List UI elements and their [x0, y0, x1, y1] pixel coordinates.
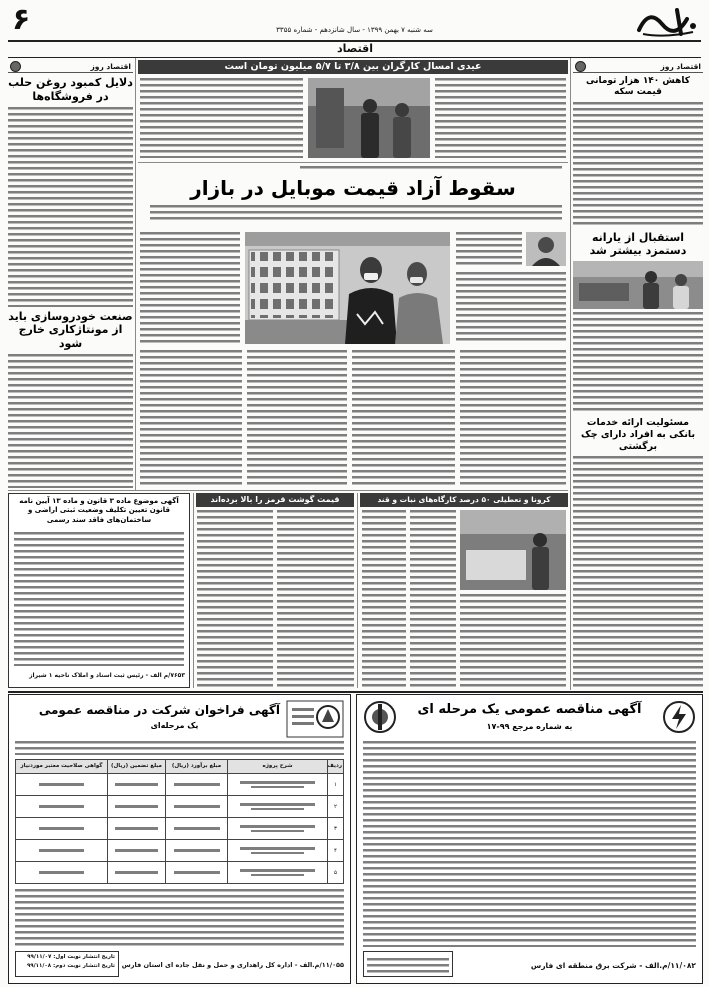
article-body	[277, 510, 354, 688]
row-number: ۵	[328, 862, 344, 884]
table-cell	[108, 796, 166, 818]
table-cell	[16, 818, 108, 840]
right-column	[573, 60, 703, 688]
column-label-text: اقتصاد روز	[90, 61, 131, 71]
table-header: ردیف	[328, 760, 344, 774]
headline-candy-workshops: کرونا و تعطیلی ۵۰ درصد کارگاه‌های نبات و قند	[360, 493, 568, 507]
date-line: سه شنبه ۷ بهمن ۱۳۹۹ - سال شانزدهم - شماره ۳۳۵۵	[276, 26, 433, 34]
article-photo	[308, 78, 430, 158]
table-cell	[228, 796, 328, 818]
table-header: مبلغ تضمین (ریال)	[108, 760, 166, 774]
table-header: مبلغ برآورد (ریال)	[166, 760, 228, 774]
table-cell	[16, 862, 108, 884]
article-photo	[245, 232, 450, 344]
tender-table	[15, 759, 344, 884]
tender-footer: ۱۱/۰۸۲/م.الف - شرکت برق منطقه ای فارس	[530, 961, 696, 970]
article-body	[573, 456, 703, 688]
author-caption	[456, 232, 522, 268]
table-row	[16, 818, 344, 840]
table-cell	[16, 774, 108, 796]
article-photo	[573, 261, 703, 309]
section-logo-icon	[575, 61, 586, 72]
newspaper-logo-icon	[635, 6, 699, 38]
headline-wage-subsidy: استقبال از یارانه دستمزد بیشتر شد	[589, 230, 687, 258]
story-divider	[8, 490, 568, 491]
row-number: ۲	[328, 796, 344, 818]
article-body	[140, 78, 303, 158]
table-row	[16, 862, 344, 884]
article-body	[573, 102, 703, 228]
table-header: شرح پروژه	[228, 760, 328, 774]
tender-intro	[15, 741, 344, 755]
column-divider	[135, 58, 136, 490]
tender-subtitle: به شماره مرجع ۹۹-۱۷	[486, 722, 573, 731]
section-title: اقتصاد	[336, 42, 374, 55]
emblem-icon	[363, 700, 397, 734]
land-registration-notice	[8, 493, 190, 688]
table-cell	[166, 818, 228, 840]
table-cell	[108, 774, 166, 796]
article-body	[460, 594, 566, 688]
headline-red-meat: قیمت گوشت قرمز را بالا برده‌اند	[196, 493, 354, 507]
table-cell	[228, 774, 328, 796]
publish-date-first: تاریخ انتشار نوبت اول: ۹۹/۱۱/۰۷	[27, 954, 115, 960]
article-body	[140, 350, 242, 486]
table-cell	[166, 840, 228, 862]
table-cell	[108, 862, 166, 884]
table-header-row	[16, 760, 344, 774]
headline-bounced-cheques: مسئولیت ارائه خدمات بانکی به افراد دارای چک برگشتی	[580, 417, 696, 452]
article-body	[410, 510, 456, 688]
table-cell	[228, 862, 328, 884]
article-body	[8, 354, 133, 488]
notice-title: آگهی موضوع ماده ۳ قانون و ماده ۱۳ آیین نامه قانون تعیین تکلیف وضعیت ثبتی اراضی و ساختمان‌های فاقد سند رسمی	[19, 497, 179, 524]
tender-title: آگهی فراخوان شرکت در مناقصه عمومی	[38, 703, 280, 717]
masthead-rule	[8, 57, 701, 58]
column-label-text: اقتصاد روز	[660, 61, 701, 71]
row-number: ۴	[328, 840, 344, 862]
article-body	[573, 312, 703, 414]
column-divider	[193, 493, 194, 688]
table-row	[16, 840, 344, 862]
author-photo	[526, 232, 566, 266]
road-authority-emblem-icon	[286, 700, 344, 738]
power-tender-ad	[356, 694, 703, 984]
table-header: گواهی صلاحیت معتبر موردنیاز	[16, 760, 108, 774]
article-body	[456, 272, 566, 344]
table-row	[16, 774, 344, 796]
publish-info	[363, 951, 453, 977]
power-company-logo-icon	[662, 700, 696, 734]
publish-date-second: تاریخ انتشار نوبت دوم: ۹۹/۱۱/۰۸	[26, 962, 115, 969]
table-cell	[16, 840, 108, 862]
table-cell	[108, 818, 166, 840]
article-body	[460, 350, 566, 486]
tender-subtitle: یک مرحله‌ای	[150, 721, 199, 730]
table-cell	[228, 818, 328, 840]
ads-rule	[8, 691, 703, 693]
publish-dates	[15, 951, 119, 977]
table-row	[16, 796, 344, 818]
section-logo-icon	[10, 61, 21, 72]
table-cell	[108, 840, 166, 862]
kicker-line	[300, 166, 562, 171]
row-number: ۳	[328, 818, 344, 840]
article-body	[435, 78, 566, 158]
headline-worker-bonus: عیدی امسال کارگران بین ۳/۸ تا ۵/۷ میلیون تومان است	[138, 60, 568, 74]
tender-body	[15, 889, 344, 947]
column-label	[8, 60, 133, 73]
left-column	[8, 60, 133, 488]
table-cell	[228, 840, 328, 862]
headline-mobile-prices: سقوط آزاد قیمت موبایل در بازار	[190, 176, 516, 200]
notice-footer: ۷۶۵۳/م الف - رئیس ثبت اسناد و املاک ناحیه ۱ شیراز	[29, 672, 185, 679]
notice-body	[14, 532, 184, 666]
tender-title: آگهی مناقصه عمومی یک مرحله ای	[417, 702, 642, 717]
story-divider	[138, 162, 568, 163]
article-photo	[460, 510, 566, 590]
tender-footer: ۱۱/۰۵۵/م.الف - اداره کل راهداری و حمل و نقل جاده ای استان فارس	[121, 961, 344, 969]
table-cell	[166, 774, 228, 796]
story-summary	[150, 205, 562, 223]
headline-cooking-oil: دلایل کمبود روغن حلب در فروشگاه‌ها	[8, 76, 133, 103]
article-body	[352, 350, 455, 486]
table-cell	[166, 796, 228, 818]
article-body	[140, 232, 240, 344]
tender-body	[363, 741, 696, 947]
headline-car-industry: صنعت خودروسازی باید از مونتاژکاری خارج شود	[8, 309, 133, 350]
article-body	[362, 510, 406, 688]
table-cell	[16, 796, 108, 818]
row-number: ۱	[328, 774, 344, 796]
road-tender-ad	[8, 694, 351, 984]
article-body	[8, 107, 133, 307]
column-divider	[357, 493, 358, 688]
headline-coin-price: کاهش ۱۴۰ هزار تومانی قیمت سکه	[585, 76, 691, 98]
article-body	[197, 510, 273, 688]
column-divider	[570, 58, 571, 690]
page-number: ۶	[12, 2, 31, 37]
column-label	[573, 60, 703, 73]
article-body	[247, 350, 347, 486]
table-cell	[166, 862, 228, 884]
